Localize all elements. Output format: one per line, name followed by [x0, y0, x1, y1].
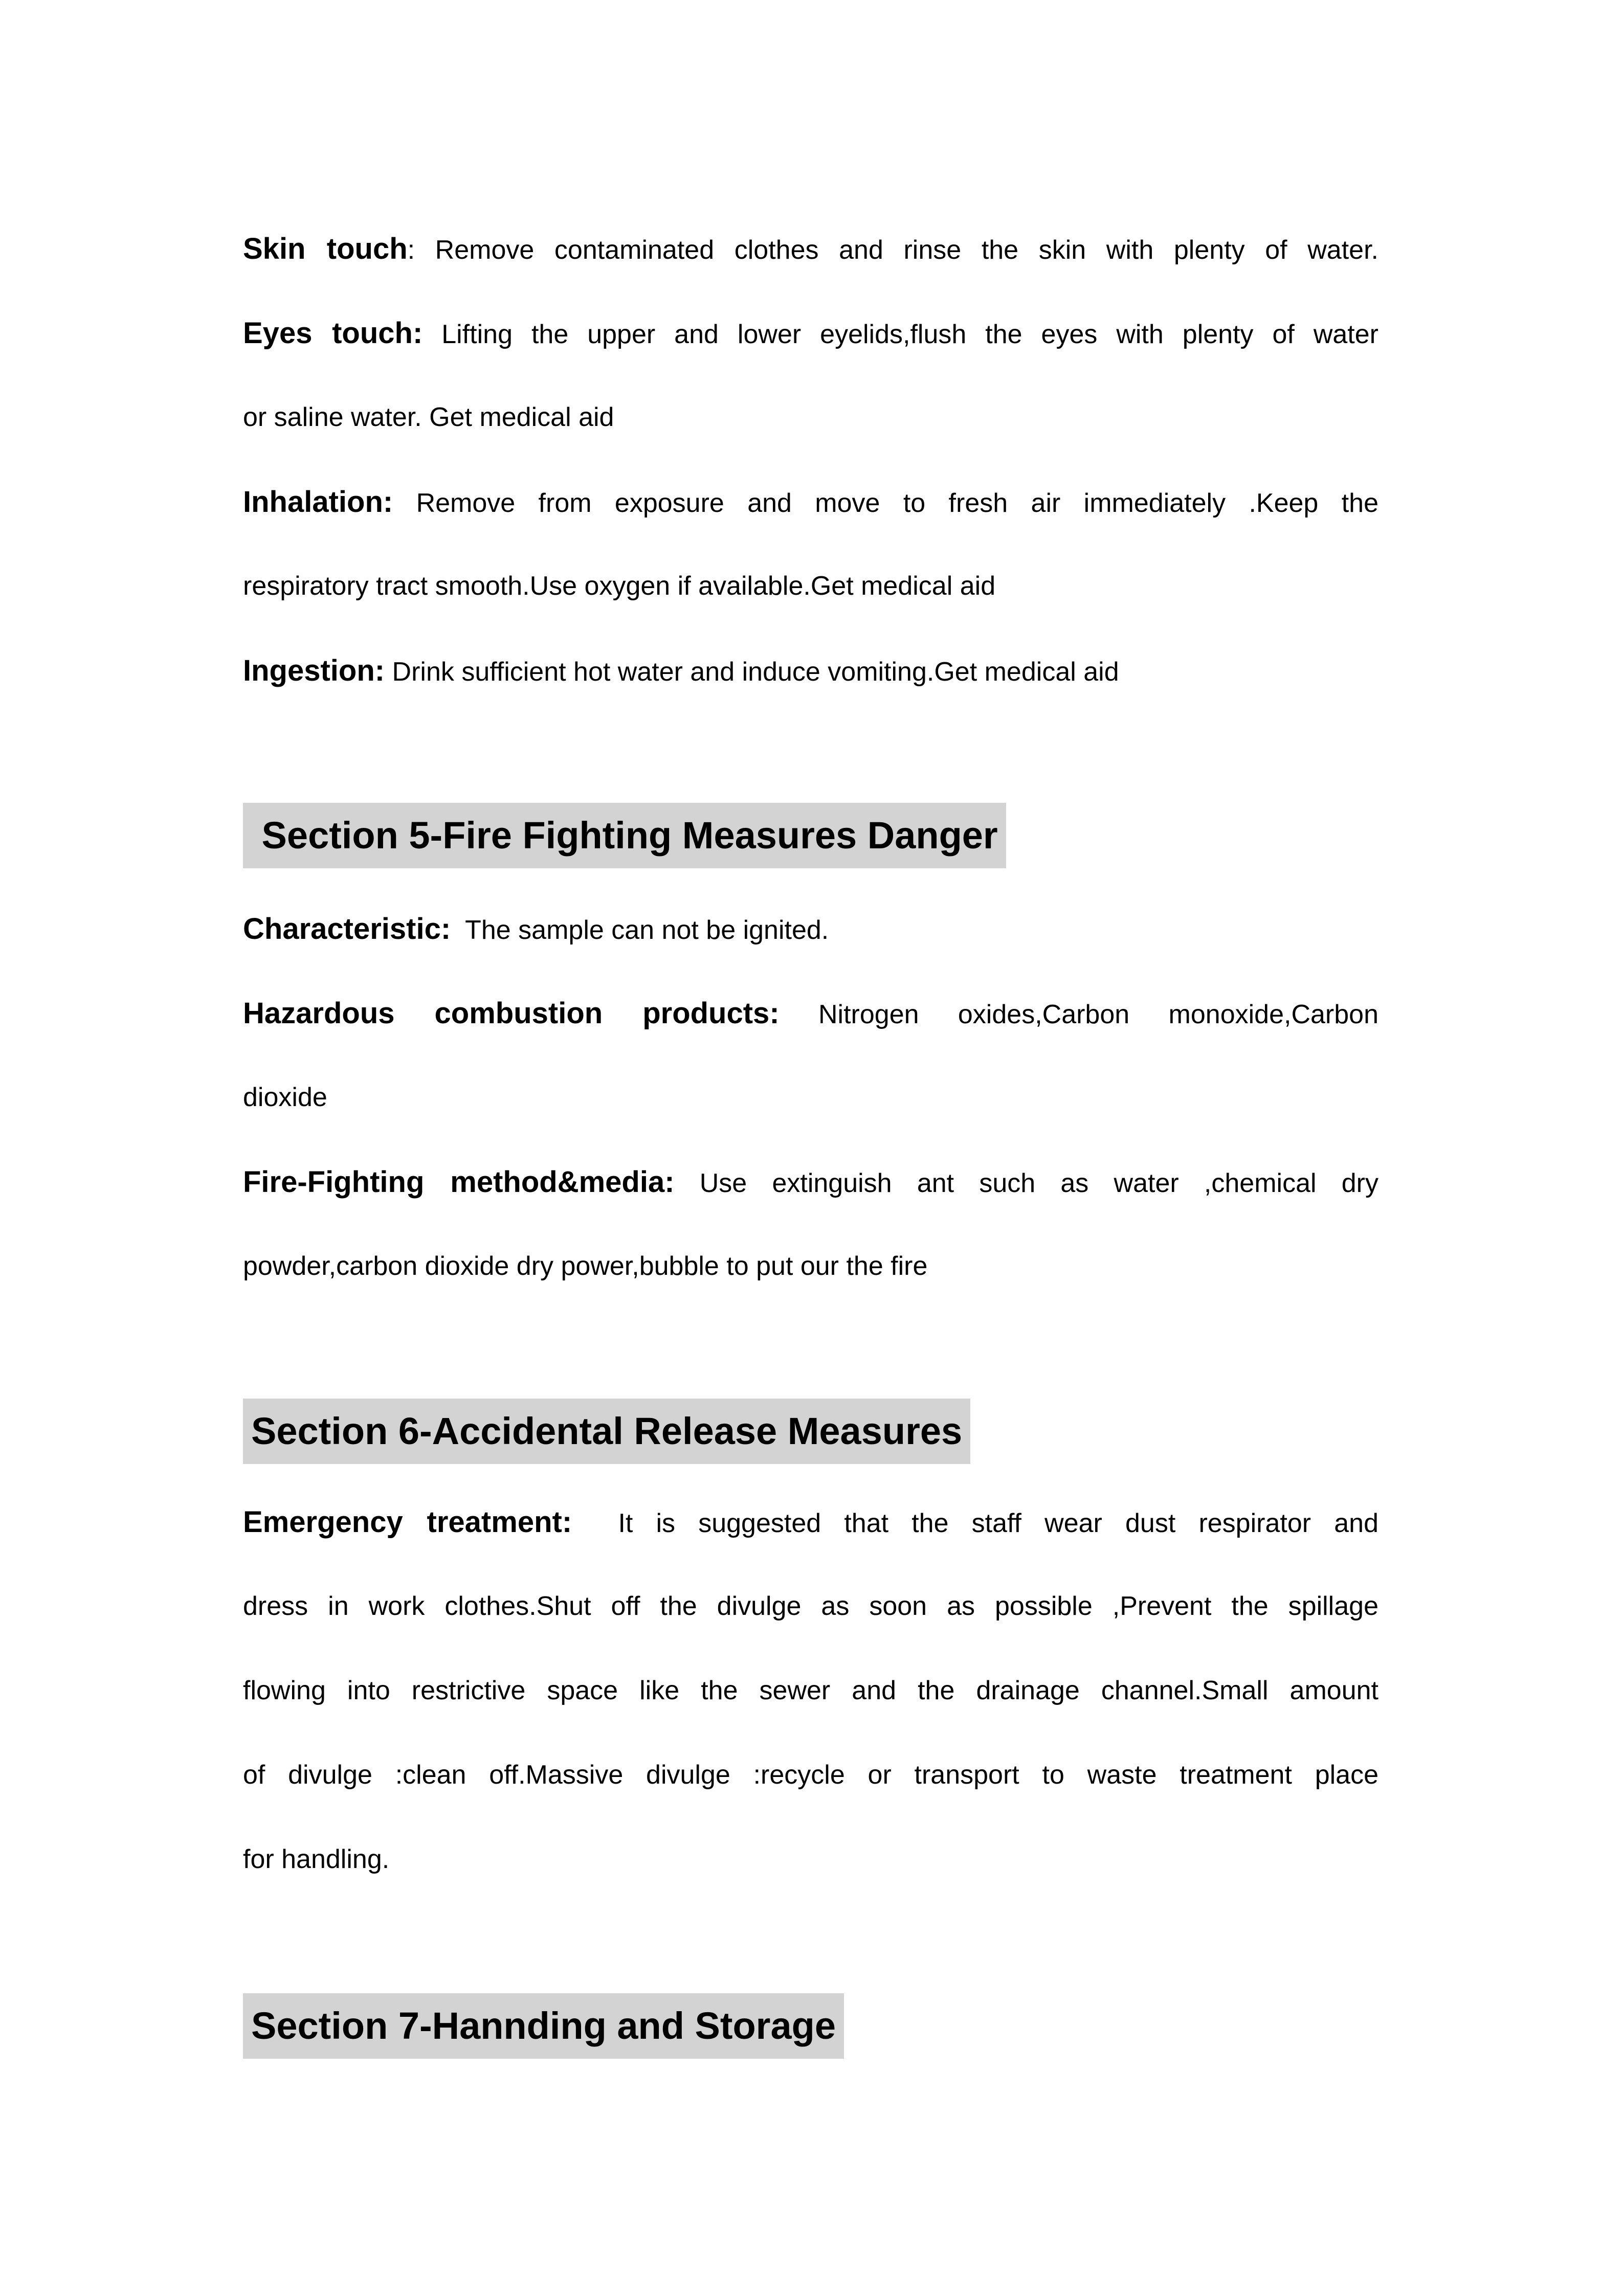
- line-fire-fighting-method: [243, 1140, 1378, 1224]
- line-continuation: [243, 544, 1378, 628]
- line-label: Fire-Fighting method&media:: [243, 1165, 675, 1199]
- line-emergency-treatment: [243, 1480, 1378, 1564]
- line-characteristic: [243, 887, 1378, 971]
- line-eyes-touch: [243, 291, 1378, 375]
- line-label: Inhalation:: [243, 485, 393, 519]
- line-label: Emergency treatment:: [243, 1505, 572, 1539]
- line-label: Skin touch: [243, 232, 408, 265]
- line-continuation: [243, 1564, 1378, 1649]
- line-continuation: [243, 1224, 1378, 1309]
- line-text: Lifting the upper and lower eyelids,flush the eyes with plenty of water: [422, 320, 1378, 349]
- line-text: dioxide: [243, 1083, 327, 1112]
- line-text: It is suggested that the staff wear dust respirator and: [572, 1509, 1378, 1538]
- line-text: Remove from exposure and move to fresh air immediately .Keep the: [393, 488, 1378, 518]
- line-text: The sample can not be ignited.: [451, 915, 829, 945]
- line-text: flowing into restrictive space like the sewer and the drainage channel.Small amount: [243, 1676, 1378, 1705]
- line-continuation: [243, 1733, 1378, 1817]
- section-5-header: Section 5-Fire Fighting Measures Danger: [243, 803, 1006, 868]
- line-label: Ingestion:: [243, 654, 385, 687]
- line-label: Eyes touch:: [243, 317, 423, 350]
- line-hazardous-combustion-products: [243, 971, 1378, 1055]
- line-text: for handling.: [243, 1844, 390, 1874]
- line-continuation: [243, 1649, 1378, 1733]
- line-label: Characteristic:: [243, 912, 451, 946]
- section-6-header: Section 6-Accidental Release Measures: [243, 1399, 970, 1464]
- line-text: of divulge :clean off.Massive divulge :recycle or transport to waste treatment place: [243, 1760, 1378, 1790]
- line-continuation: [243, 1055, 1378, 1140]
- line-text: dress in work clothes.Shut off the divulge as soon as possible ,Prevent the spillage: [243, 1591, 1378, 1621]
- line-text: Nitrogen oxides,Carbon monoxide,Carbon: [779, 1000, 1379, 1029]
- line-text: respiratory tract smooth.Use oxygen if available.Get medical aid: [243, 571, 996, 601]
- line-label: Hazardous combustion products:: [243, 997, 780, 1030]
- line-text: Drink sufficient hot water and induce vomiting.Get medical aid: [385, 657, 1119, 687]
- line-text: : Remove contaminated clothes and rinse the skin with plenty of water.: [407, 235, 1378, 265]
- section-7-header: Section 7-Hannding and Storage: [243, 1993, 844, 2059]
- line-ingestion: [243, 628, 1378, 713]
- line-text: or saline water. Get medical aid: [243, 402, 614, 432]
- line-continuation: [243, 1817, 1378, 1902]
- line-text: Use extinguish ant such as water ,chemical dry: [674, 1168, 1378, 1198]
- line-continuation: [243, 375, 1378, 460]
- line-inhalation: [243, 460, 1378, 544]
- line-skin-touch: [243, 207, 1378, 291]
- line-text: powder,carbon dioxide dry power,bubble to put our the fire: [243, 1251, 928, 1281]
